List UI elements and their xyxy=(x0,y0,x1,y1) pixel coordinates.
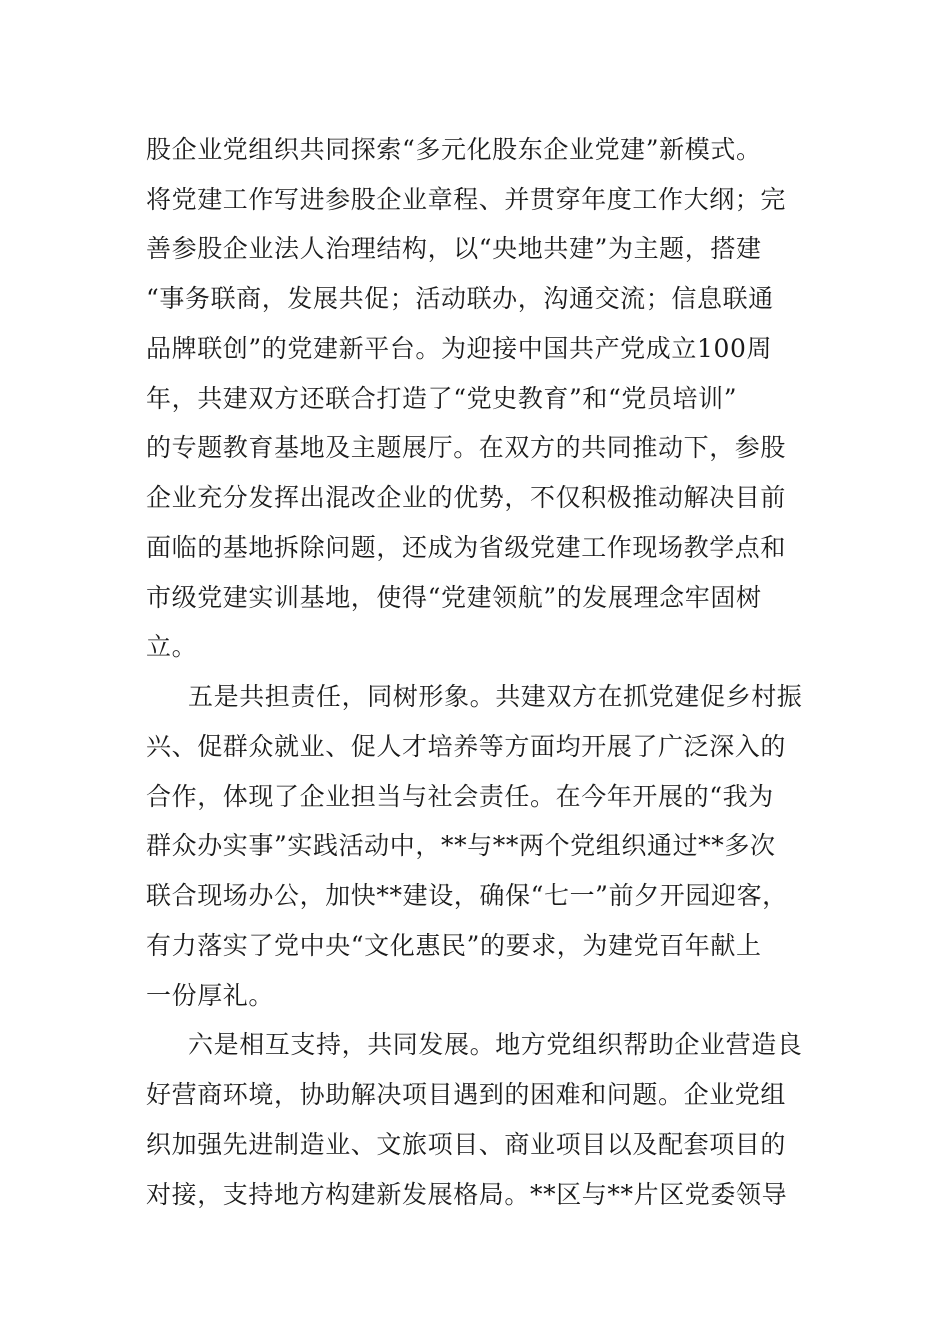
text-line: 企业充分发挥出混改企业的优势，不仅积极推动解决目前 xyxy=(146,483,787,512)
text-line: 对接，支持地方构建新发展格局。**区与**片区党委领导 xyxy=(146,1180,788,1209)
text-line: 面临的基地拆除问题，还成为省级党建工作现场教学点和 xyxy=(146,533,787,562)
paragraph-start-line: 五是共担责任，同树形象。共建双方在抓党建促乡村振 xyxy=(188,682,803,711)
text-line: 织加强先进制造业、文旅项目、商业项目以及配套项目的 xyxy=(146,1130,787,1159)
text-line: 合作，体现了企业担当与社会责任。在今年开展的“我为 xyxy=(146,782,774,811)
text-line: 立。 xyxy=(146,632,198,661)
text-line: 群众办实事”实践活动中，**与**两个党组织通过**多次 xyxy=(146,831,776,860)
text-line: 一份厚礼。 xyxy=(146,981,275,1010)
text-line: 市级党建实训基地，使得“党建领航”的发展理念牢固树 xyxy=(146,583,762,612)
text-line: 将党建工作写进参股企业章程、并贯穿年度工作大纲；完 xyxy=(146,185,787,214)
text-line: 股企业党组织共同探索“多元化股东企业党建”新模式。 xyxy=(146,135,762,164)
text-line: 好营商环境，协助解决项目遇到的困难和问题。企业党组 xyxy=(146,1080,787,1109)
text-line: “事务联商，发展共促；活动联办，沟通交流；信息联通 xyxy=(146,284,774,313)
text-line: 品牌联创”的党建新平台。为迎接中国共产党成立100周 xyxy=(146,334,773,363)
text-line: 有力落实了党中央“文化惠民”的要求，为建党百年献上 xyxy=(146,931,762,960)
text-line: 兴、促群众就业、促人才培养等方面均开展了广泛深入的 xyxy=(146,732,787,761)
text-line: 联合现场办公，加快**建设，确保“七一”前夕开园迎客， xyxy=(146,881,788,910)
text-line: 善参股企业法人治理结构，以“央地共建”为主题，搭建 xyxy=(146,234,762,263)
text-line: 的专题教育基地及主题展厅。在双方的共同推动下，参股 xyxy=(146,433,787,462)
paragraph-start-line: 六是相互支持，共同发展。地方党组织帮助企业营造良 xyxy=(188,1030,803,1059)
text-line: 年，共建双方还联合打造了“党史教育”和“党员培训” xyxy=(146,384,738,413)
